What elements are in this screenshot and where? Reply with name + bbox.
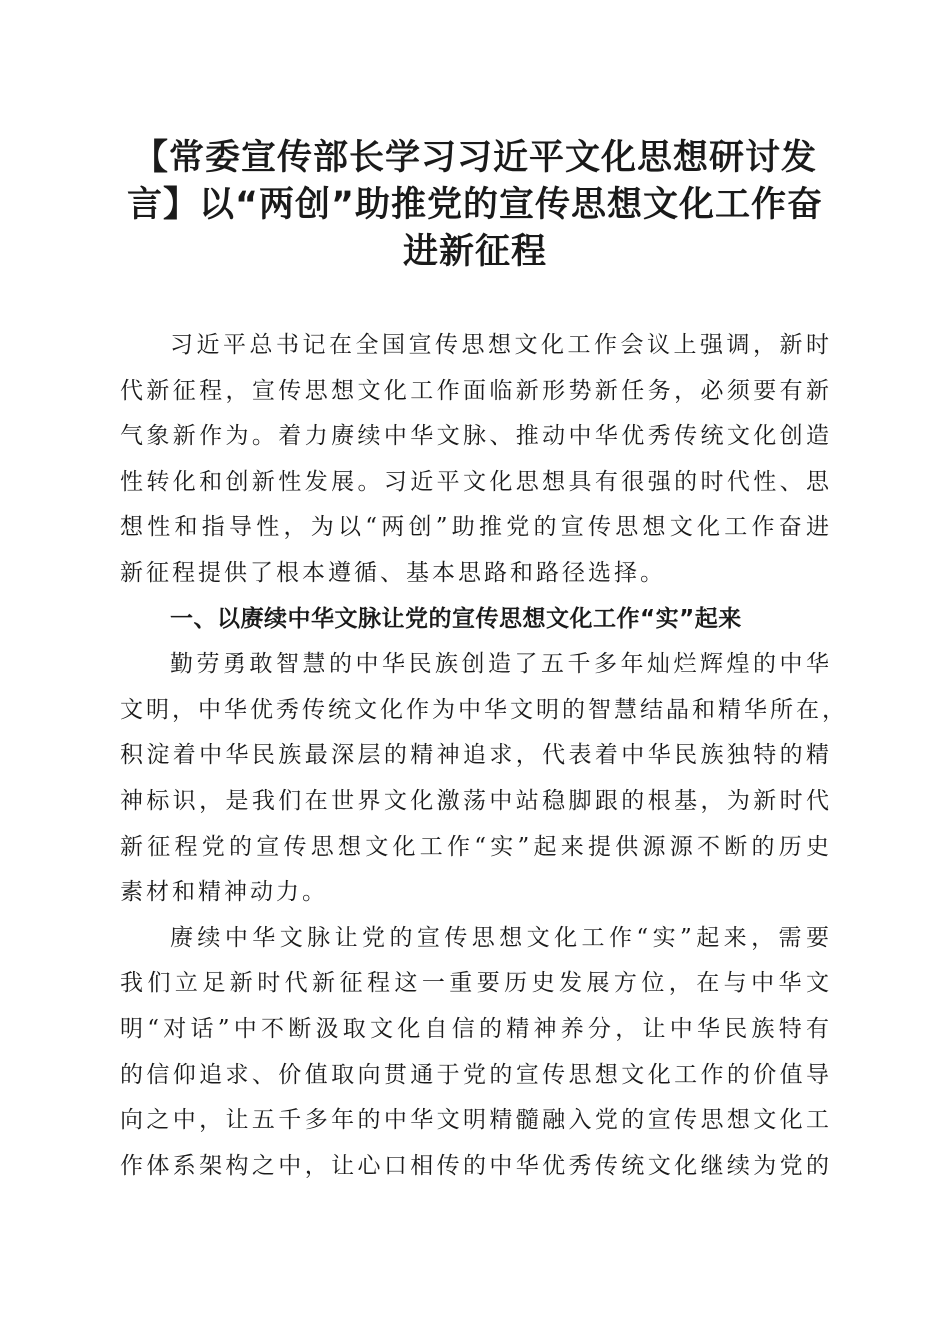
title-line: 言】以“两创”助推党的宣传思想文化工作奋 <box>126 185 823 225</box>
text-line: 代新征程，宣传思想文化工作面临新形势新任务，必须要有新 <box>120 377 832 404</box>
paragraph-section1-a <box>120 642 848 916</box>
paragraph-section1-b <box>120 916 832 1190</box>
title-line: 进新征程 <box>402 232 547 272</box>
text-line: 新征程提供了根本遵循、基本思路和路径选择。 <box>120 559 666 586</box>
text-line: 文明，中华优秀传统文化作为中华文明的智慧结晶和精华所在， <box>120 696 848 723</box>
text-line: 积淀着中华民族最深层的精神追求，代表着中华民族独特的精 <box>120 742 832 769</box>
text-line: 的信仰追求、价值取向贯通于党的宣传思想文化工作的价值导 <box>120 1061 832 1088</box>
document-title <box>110 135 840 276</box>
text-line: 神标识，是我们在世界文化激荡中站稳脚跟的根基，为新时代 <box>120 787 832 814</box>
text-line: 想性和指导性，为以“两创”助推党的宣传思想文化工作奋进 <box>120 514 832 541</box>
section-heading-1: 一、以赓续中华文脉让党的宣传思想文化工作“实”起来 <box>170 605 742 632</box>
paragraph-intro <box>120 323 832 597</box>
text-line: 习近平总书记在全国宣传思想文化工作会议上强调，新时 <box>170 332 832 358</box>
text-line: 向之中，让五千多年的中华文明精髓融入党的宣传思想文化工 <box>120 1107 832 1134</box>
document-body <box>120 323 848 1189</box>
text-line: 明“对话”中不断汲取文化自信的精神养分，让中华民族特有 <box>120 1015 832 1042</box>
text-line: 气象新作为。着力赓续中华文脉、推动中华优秀传统文化创造 <box>120 423 832 450</box>
text-line: 新征程党的宣传思想文化工作“实”起来提供源源不断的历史 <box>120 833 832 860</box>
title-line: 【常委宣传部长学习习近平文化思想研讨发 <box>132 138 817 178</box>
text-line: 作体系架构之中，让心口相传的中华优秀传统文化继续为党的 <box>120 1152 832 1179</box>
text-line: 我们立足新时代新征程这一重要历史发展方位，在与中华文 <box>120 970 832 997</box>
text-line: 性转化和创新性发展。习近平文化思想具有很强的时代性、思 <box>120 468 832 495</box>
text-line: 勤劳勇敢智慧的中华民族创造了五千多年灿烂辉煌的中华 <box>170 651 832 678</box>
text-line: 素材和精神动力。 <box>120 879 328 906</box>
text-line: 赓续中华文脉让党的宣传思想文化工作“实”起来，需要 <box>170 924 832 951</box>
